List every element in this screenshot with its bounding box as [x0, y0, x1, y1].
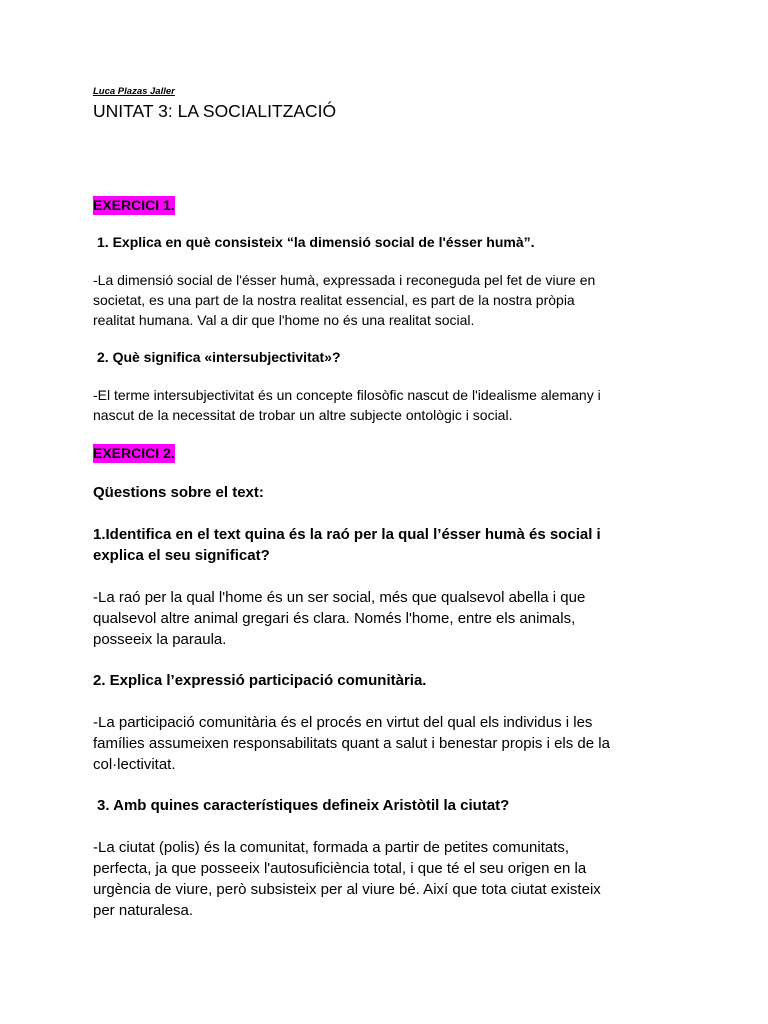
question-line: explica el seu significat? — [93, 547, 270, 564]
exercise-2-answer-3 — [93, 837, 683, 921]
answer-line: -La dimensió social de l'ésser humà, expressada i reconeguda pel fet de viure en — [93, 272, 596, 288]
answer-line: -La raó per la qual l'home és un ser social, més que qualsevol abella i que — [93, 589, 586, 606]
question-line: 1.Identifica en el text quina és la raó per la qual l’ésser humà és social i — [93, 526, 601, 543]
exercise-1-section — [93, 196, 683, 425]
exercise-1-answer-2 — [93, 385, 683, 425]
exercise-1-question-2: 2. Què significa «intersubjectivitat»? — [97, 349, 341, 365]
exercise-2-question-1 — [93, 524, 683, 566]
document-page — [93, 86, 683, 921]
answer-line: -La participació comunitària és el procés en virtut del qual els individus i les — [93, 714, 593, 731]
answer-line: realitat humana. Val a dir que l'home no és una realitat social. — [93, 312, 475, 328]
exercise-2-intro: Qüestions sobre el text: — [93, 484, 264, 501]
exercise-1-answer-1 — [93, 270, 683, 330]
answer-line: urgència de viure, però subsisteix per al viure bé. Així que tota ciutat existeix — [93, 881, 601, 898]
answer-line: -El terme intersubjectivitat és un concepte filosòfic nascut de l'idealisme alemany i — [93, 387, 601, 403]
exercise-2-answer-1 — [93, 587, 683, 650]
unit-title: UNITAT 3: LA SOCIALITZACIÓ — [93, 101, 337, 121]
answer-line: qualsevol altre animal gregari és clara. Només l'home, entre els animals, — [93, 610, 576, 627]
exercise-2-section — [93, 444, 683, 921]
answer-line: famílies assumeixen responsabilitats quant a salut i benestar propis i els de la — [93, 735, 610, 752]
answer-line: nascut de la necessitat de trobar un altre subjecte ontològic i social. — [93, 407, 513, 423]
exercise-1-label: EXERCICI 1. — [93, 197, 175, 213]
exercise-2-question-2: 2. Explica l’expressió participació comunitària. — [93, 672, 427, 689]
exercise-2-label: EXERCICI 2. — [93, 445, 175, 461]
answer-line: perfecta, ja que posseeix l'autosuficiència total, i que té el seu origen en la — [93, 860, 587, 877]
author-name: Luca Plazas Jaller — [93, 86, 175, 97]
answer-line: per naturalesa. — [93, 902, 194, 919]
answer-line: posseeix la paraula. — [93, 631, 227, 648]
answer-line: -La ciutat (polis) és la comunitat, formada a partir de petites comunitats, — [93, 839, 570, 856]
answer-line: societat, es una part de la nostra realitat essencial, es part de la nostra pròpia — [93, 292, 575, 308]
exercise-2-question-3: 3. Amb quines característiques defineix Aristòtil la ciutat? — [97, 797, 510, 814]
exercise-1-question-1: 1. Explica en què consisteix “la dimensió social de l'ésser humà”. — [97, 234, 535, 250]
exercise-2-answer-2 — [93, 712, 683, 775]
answer-line: col·lectivitat. — [93, 756, 176, 773]
